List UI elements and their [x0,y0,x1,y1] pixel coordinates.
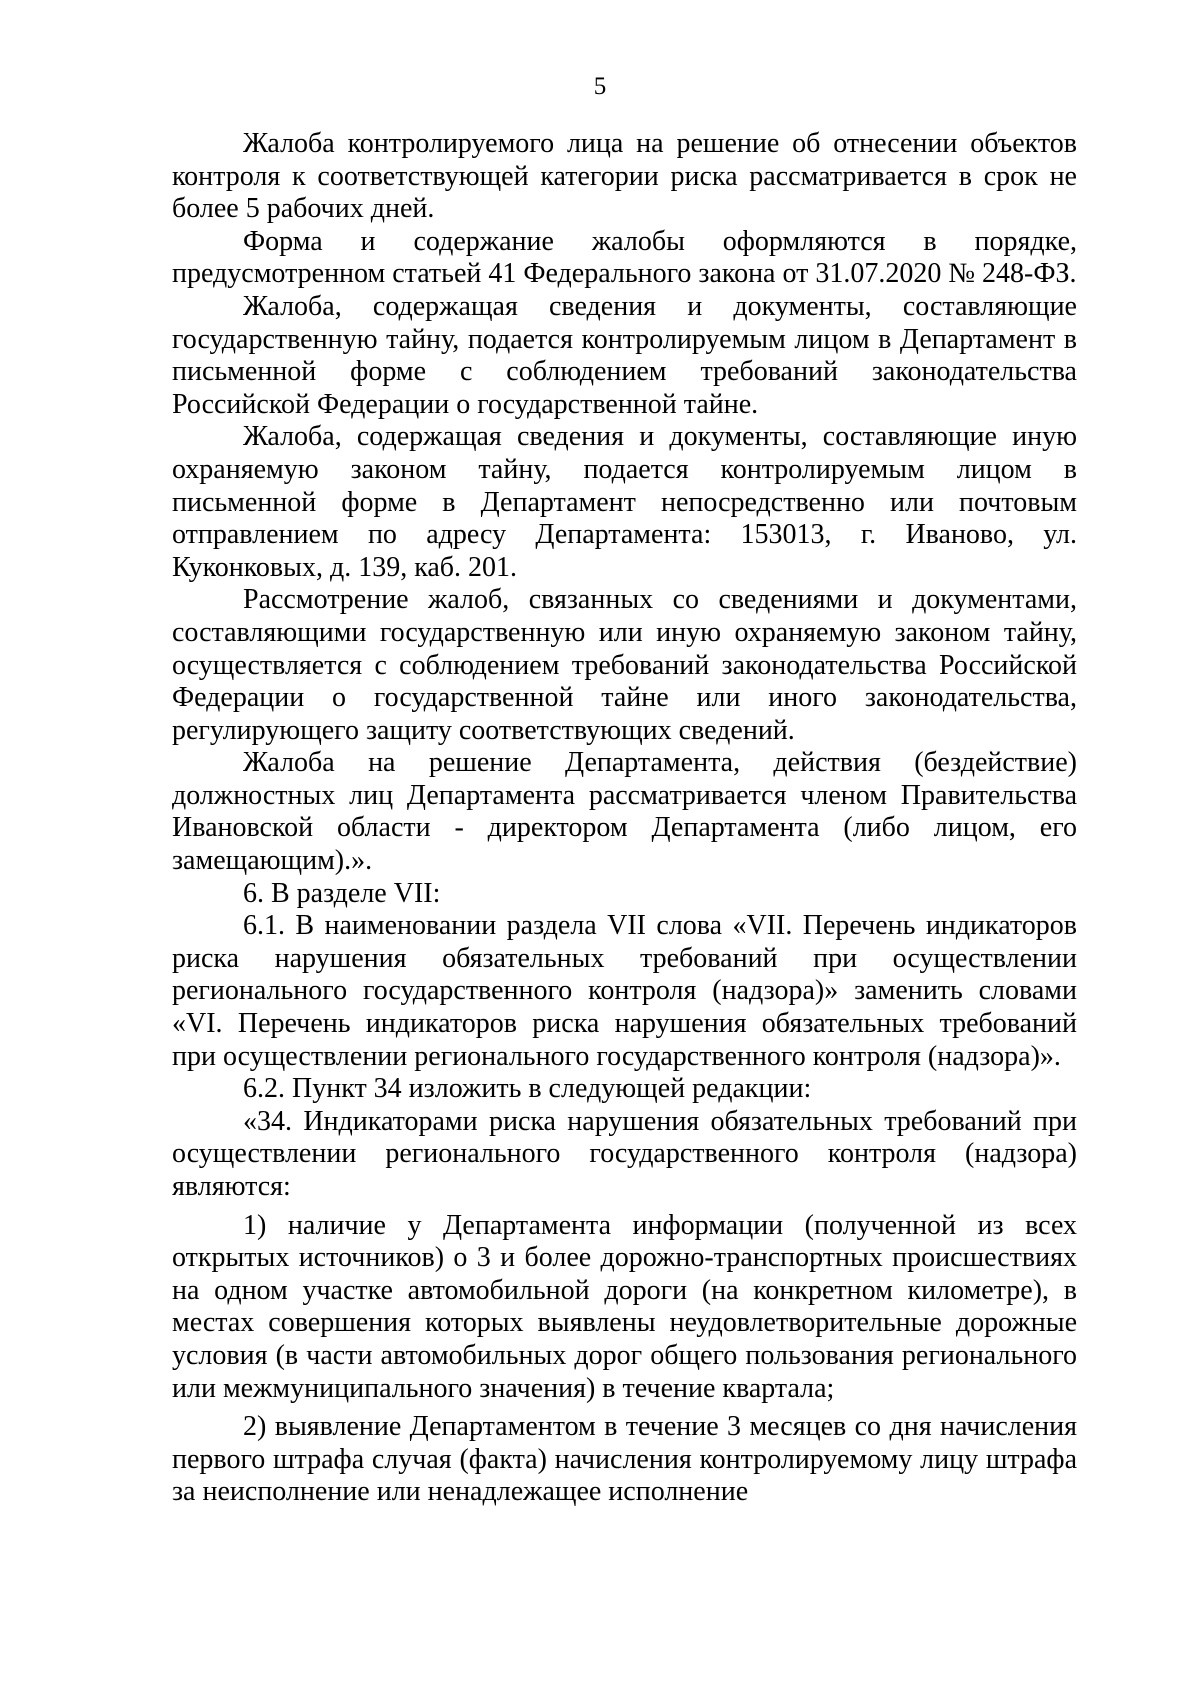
paragraph-other-secret: Жалоба, содержащая сведения и документы, составляющие иную охраняемую законом тайну, подается контролируемым лицом в письменной форме в Департамент непосредственно или почтовым отправлением по адресу Департамента: 153013, г. Иваново, ул. Куконковых, д. 139, каб. 201. [172,421,1077,583]
page-number: 5 [593,73,607,100]
paragraph-complaint-review-authority: Жалоба на решение Департамента, действия (бездействие) должностных лиц Департамента рассматривается членом Правительства Ивановской области - директором Департамента (либо лицом, его замещающим).». [172,747,1077,877]
paragraph-item-6-1: 6.1. В наименовании раздела VII слова «VII. Перечень индикаторов риска нарушения обязательных требований при осуществлении регионального государственного контроля (надзора)» заменить словами «VI. Перечень индикаторов риска нарушения обязательных требований при осуществлении регионального государственного контроля (надзора)». [172,910,1077,1072]
paragraph-indicator-2: 2) выявление Департаментом в течение 3 месяцев со дня начисления первого штрафа случая (факта) начисления контролируемому лицу штрафа за неисполнение или ненадлежащее исполнение [172,1411,1077,1508]
paragraph-item-34: «34. Индикаторами риска нарушения обязательных требований при осуществлении регионального государственного контроля (надзора) являются: [172,1105,1077,1202]
paragraph-section-7: 6. В разделе VII: [243,877,441,909]
paragraph-state-secret: Жалоба, содержащая сведения и документы, составляющие государственную тайну, подается контролируемым лицом в Департамент в письменной форме с соблюдением требований законодательства Российской Федерации о государственной тайне. [172,290,1077,420]
paragraph-review-secret-complaints: Рассмотрение жалоб, связанных со сведениями и документами, составляющими государственную или иную охраняемую законом тайну, осуществляется с соблюдением требований законодательства Российской Федерации о государственной тайне или иного законодательства, регулирующего защиту соответствующих сведений. [172,584,1077,746]
paragraph-complaint-form: Форма и содержание жалобы оформляются в порядке, предусмотренном статьей 41 Федерального закона от 31.07.2020 № 248-ФЗ. [172,225,1077,290]
paragraph-item-6-2: 6.2. Пункт 34 изложить в следующей редакции: [243,1073,812,1105]
paragraph-indicator-1: 1) наличие у Департамента информации (полученной из всех открытых источников) о 3 и более дорожно-транспортных происшествиях на одном участке автомобильной дороги (на конкретном километре), в местах совершения которых выявлены неудовлетворительные дорожные условия (в части автомобильных дорог общего пользования регионального или межмуниципального значения) в течение квартала; [172,1209,1077,1404]
document-body [172,128,1077,1509]
paragraph-complaint-risk-category: Жалоба контролируемого лица на решение об отнесении объектов контроля к соответствующей категории риска рассматривается в срок не более 5 рабочих дней. [172,128,1077,225]
